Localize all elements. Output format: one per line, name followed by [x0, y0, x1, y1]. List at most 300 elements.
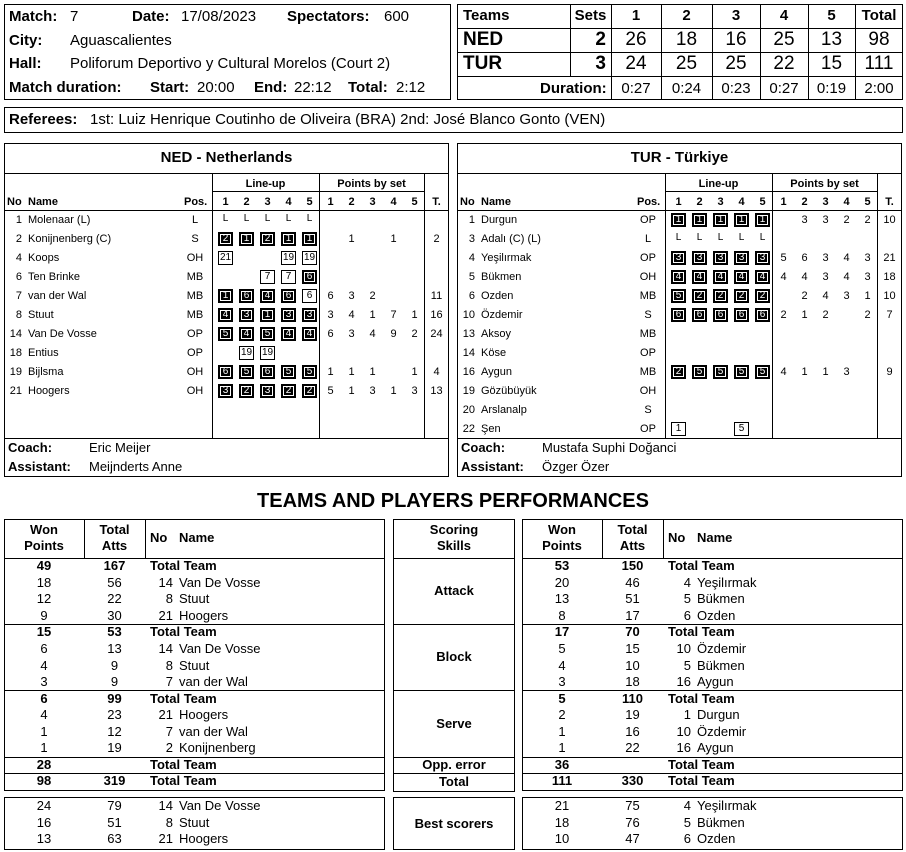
- perf-no: 1: [683, 707, 691, 723]
- player-number: 14: [462, 347, 475, 359]
- lineup-cell: 2: [239, 384, 254, 398]
- player-position: OP: [187, 328, 203, 340]
- perf-no: 5: [683, 591, 691, 607]
- perf-name: Stuut: [179, 657, 210, 673]
- player-total: 4: [433, 366, 440, 378]
- perf-name: Bükmen: [697, 591, 745, 607]
- score-sets-won: 3: [595, 53, 606, 74]
- perf-atts: 17: [625, 607, 640, 623]
- perf-atts: 19: [625, 707, 640, 723]
- set-points: 1: [327, 366, 334, 378]
- lineup-cell: 4: [692, 270, 707, 284]
- lineup-cell: 1: [692, 213, 707, 227]
- perf-name: Ozden: [697, 607, 736, 623]
- lineup-cell: 19: [261, 347, 274, 358]
- player-position: OP: [187, 347, 203, 359]
- lineup-cell: 6: [671, 308, 686, 322]
- perf-name: Total Team: [668, 558, 735, 573]
- total-header: T.: [885, 196, 894, 208]
- roster-col-line: [877, 173, 878, 438]
- score-total-points: 111: [864, 53, 894, 74]
- perf-won: 98: [36, 773, 52, 788]
- set-points: 1: [411, 366, 418, 378]
- lineup-cell: 21: [219, 252, 232, 263]
- perf-won: 6: [40, 640, 48, 656]
- lineup-cell: L: [696, 232, 703, 243]
- perf-name: Aygun: [697, 740, 734, 756]
- perf-won: 12: [36, 591, 52, 607]
- lineup-cell: 19: [303, 252, 316, 263]
- player-number: 4: [15, 252, 22, 264]
- perf-atts: 22: [625, 740, 640, 756]
- best-won: 13: [36, 831, 52, 847]
- lineup-cell: 3: [302, 308, 317, 322]
- player-name: Durgun: [481, 214, 518, 226]
- score-set-points: 15: [820, 53, 843, 74]
- best-name: Van De Vosse: [179, 798, 261, 813]
- player-position: OH: [186, 385, 204, 397]
- score-header-set: 2: [682, 7, 691, 24]
- set-points: 4: [780, 271, 787, 283]
- best-won: 10: [554, 831, 570, 847]
- player-total: 9: [886, 366, 893, 378]
- lineup-set-header: 5: [759, 196, 766, 208]
- perf-won: 1: [40, 740, 48, 756]
- lineup-cell: 6: [734, 308, 749, 322]
- player-name: Adalı (C) (L): [481, 233, 541, 245]
- no-header: No: [150, 530, 168, 545]
- perf-won: 49: [36, 558, 52, 573]
- perf-won: 36: [554, 757, 570, 772]
- lineup-cell: 3: [281, 308, 296, 322]
- perf-name: Total Team: [150, 558, 217, 573]
- lineup-set-header: 2: [243, 196, 250, 208]
- set-points: 1: [801, 309, 808, 321]
- player-name: Konijnenberg (C): [28, 233, 112, 245]
- roster-col-line: [319, 173, 320, 438]
- best-atts: 79: [107, 798, 122, 813]
- roster-line: [4, 438, 449, 439]
- pbs-set-header: 3: [369, 196, 376, 208]
- score-set-points: 25: [675, 53, 698, 74]
- player-number: 19: [462, 385, 475, 397]
- player-position: MB: [186, 290, 204, 302]
- lineup-cell: L: [306, 213, 313, 224]
- perf-atts: 9: [110, 657, 119, 673]
- lineup-cell: 4: [281, 327, 296, 341]
- perf-atts: 15: [625, 640, 640, 656]
- set-duration: 0:24: [671, 80, 702, 97]
- lineup-set-header: 4: [285, 196, 292, 208]
- player-position: OH: [186, 366, 204, 378]
- set-points: 3: [411, 385, 418, 397]
- lineup-header: Line-up: [698, 178, 739, 190]
- best-won: 21: [554, 798, 570, 813]
- score-total-points: 98: [868, 29, 890, 50]
- date-label: Date:: [132, 8, 170, 25]
- lineup-cell: 2: [734, 289, 749, 303]
- perf-atts: 150: [621, 558, 644, 573]
- perf-atts: 13: [107, 640, 122, 656]
- perf-name: Total Team: [668, 690, 735, 706]
- set-points: 3: [843, 366, 850, 378]
- performance-title: TEAMS AND PLAYERS PERFORMANCES: [257, 490, 649, 512]
- lineup-set-header: 1: [222, 196, 229, 208]
- roster-line: [665, 191, 877, 192]
- player-name: Bijlsma: [28, 366, 64, 378]
- lineup-cell: 3: [713, 251, 728, 265]
- name-header: Name: [28, 196, 58, 208]
- best-atts: 63: [107, 831, 122, 847]
- lineup-cell: 4: [713, 270, 728, 284]
- set-points: 4: [843, 252, 850, 264]
- perf-no: 21: [158, 707, 173, 723]
- spectators-count: 600: [384, 8, 410, 25]
- perf-won: 53: [554, 558, 570, 573]
- player-position: OP: [640, 347, 656, 359]
- lineup-set-header: 5: [306, 196, 313, 208]
- score-set-points: 18: [675, 29, 698, 50]
- lineup-cell: 3: [218, 384, 233, 398]
- best-atts: 75: [625, 798, 640, 813]
- perf-no: 7: [165, 674, 173, 690]
- set-points: 4: [348, 309, 355, 321]
- perf-won: 2: [558, 707, 566, 723]
- won-points-header: Won: [30, 522, 58, 537]
- lineup-cell: 5: [692, 365, 707, 379]
- perf-no: 2: [165, 740, 173, 756]
- lineup-cell: 4: [671, 270, 686, 284]
- set-points: 4: [780, 366, 787, 378]
- player-number: 6: [468, 290, 475, 302]
- lineup-cell: 3: [755, 251, 770, 265]
- player-total: 13: [430, 385, 443, 397]
- player-name: Gözübüyük: [481, 385, 537, 397]
- perf-name: Total Team: [668, 624, 735, 640]
- player-name: Ozden: [481, 290, 514, 302]
- player-number: 10: [462, 309, 475, 321]
- player-name: Yeşilırmak: [481, 252, 532, 264]
- player-number: 14: [9, 328, 22, 340]
- perf-no: 14: [158, 574, 173, 590]
- score-team-code: TUR: [463, 53, 503, 74]
- set-points: 9: [390, 328, 397, 340]
- tur-team-title: TUR - Türkiye: [630, 149, 729, 166]
- best-name: Ozden: [697, 831, 736, 847]
- player-position: S: [644, 404, 652, 416]
- lineup-cell: 2: [671, 365, 686, 379]
- best-no: 14: [158, 798, 173, 813]
- best-won: 18: [554, 814, 570, 830]
- player-number: 8: [15, 309, 22, 321]
- perf-name: Total Team: [150, 757, 217, 772]
- set-points: 3: [822, 271, 829, 283]
- player-position: OH: [639, 271, 657, 283]
- perf-atts: 12: [107, 723, 122, 739]
- won-points-header: Points: [24, 538, 64, 553]
- lineup-cell: 3: [671, 251, 686, 265]
- skill-label: Attack: [434, 583, 474, 598]
- coach-name: Eric Meijer: [89, 440, 151, 455]
- player-position: L: [644, 233, 652, 245]
- lineup-cell: 4: [239, 327, 254, 341]
- end-value: 22:12: [294, 79, 332, 96]
- set-points: 3: [822, 214, 829, 226]
- roster-line: [4, 173, 449, 174]
- perf-atts: 9: [110, 674, 119, 690]
- best-name: Yeşilırmak: [697, 798, 757, 813]
- pbs-set-header: 1: [780, 196, 787, 208]
- roster-col-line: [212, 173, 213, 438]
- best-no: 6: [683, 831, 691, 847]
- score-set-points: 26: [625, 29, 647, 50]
- lineup-set-header: 3: [717, 196, 724, 208]
- assistant-name: Meijnderts Anne: [89, 459, 183, 474]
- perf-atts: 330: [621, 773, 644, 788]
- total-value: 2:12: [396, 79, 426, 96]
- perf-name: Hoogers: [179, 607, 229, 623]
- set-points: 1: [390, 385, 397, 397]
- perf-no: 5: [683, 657, 691, 673]
- no-header: No: [460, 196, 475, 208]
- lineup-cell: 6: [302, 289, 317, 303]
- lineup-cell: 2: [302, 384, 317, 398]
- lineup-cell: 5: [302, 365, 317, 379]
- best-no: 21: [158, 831, 173, 847]
- set-duration: 0:19: [816, 80, 847, 97]
- set-points: 4: [369, 328, 376, 340]
- perf-name: Stuut: [179, 591, 210, 607]
- perf-atts: 46: [625, 574, 640, 590]
- referees-label: Referees:: [9, 111, 78, 128]
- skill-label: Block: [436, 649, 472, 664]
- roster-col-line: [772, 173, 773, 438]
- score-sets-won: 2: [595, 29, 606, 50]
- set-points: 3: [864, 271, 871, 283]
- lineup-cell: L: [717, 232, 724, 243]
- roster-col-line: [665, 173, 666, 438]
- set-points: 2: [843, 214, 850, 226]
- score-header-set: 3: [731, 7, 741, 24]
- set-points: 2: [780, 309, 787, 321]
- end-label: End:: [254, 79, 288, 96]
- city-label: City:: [9, 32, 43, 49]
- perf-name: Van De Vosse: [179, 574, 261, 590]
- perf-name: Yeşilırmak: [697, 574, 757, 590]
- match-label: Match:: [9, 8, 58, 25]
- player-number: 18: [9, 347, 22, 359]
- perf-atts: 167: [103, 558, 126, 573]
- skill-label: Opp. error: [422, 757, 486, 772]
- lineup-cell: L: [243, 213, 250, 224]
- perf-won: 3: [40, 674, 48, 690]
- score-header-set: 1: [631, 7, 641, 24]
- lineup-cell: 5: [281, 365, 296, 379]
- player-position: MB: [186, 309, 204, 321]
- set-points: 2: [801, 290, 808, 302]
- lineup-cell: 1: [218, 289, 233, 303]
- lineup-cell: 5: [755, 365, 770, 379]
- lineup-cell: 1: [734, 213, 749, 227]
- lineup-cell: 4: [734, 270, 749, 284]
- roster-line: [4, 210, 449, 211]
- lineup-cell: 1: [239, 232, 254, 246]
- set-points: 4: [801, 271, 808, 283]
- best-no: 4: [683, 798, 691, 813]
- perf-won: 9: [40, 607, 48, 623]
- perf-no: 16: [676, 674, 691, 690]
- set-points: 3: [822, 252, 829, 264]
- perf-atts: 18: [625, 674, 640, 690]
- perf-name: Total Team: [150, 624, 217, 640]
- lineup-cell: 4: [260, 289, 275, 303]
- perf-name: Total Team: [150, 773, 217, 788]
- player-total: 7: [886, 309, 893, 321]
- assistant-name: Özger Özer: [542, 459, 610, 474]
- perf-atts: 70: [625, 624, 640, 640]
- match-date: 17/08/2023: [181, 8, 257, 25]
- pos-header: Pos.: [637, 196, 661, 208]
- set-points: 1: [369, 366, 376, 378]
- perf-no: 21: [158, 607, 173, 623]
- set-points: 1: [348, 233, 355, 245]
- no-header: No: [7, 196, 22, 208]
- player-number: 4: [468, 252, 475, 264]
- set-points: 1: [801, 366, 808, 378]
- skill-label: Total: [438, 774, 470, 789]
- lineup-cell: 19: [240, 347, 253, 358]
- perf-name: Özdemir: [697, 723, 747, 739]
- score-header-total: Total: [861, 7, 897, 24]
- perf-won: 13: [554, 591, 570, 607]
- lineup-cell: 3: [239, 308, 254, 322]
- points-by-set-header: Points by set: [337, 178, 406, 190]
- name-header: Name: [179, 530, 215, 545]
- player-name: van der Wal: [28, 290, 87, 302]
- lineup-cell: 5: [218, 327, 233, 341]
- player-position: L: [191, 214, 199, 226]
- best-no: 5: [683, 814, 691, 830]
- perf-no: 4: [683, 574, 691, 590]
- set-points: 1: [348, 385, 355, 397]
- skill-label: Best scorers: [414, 816, 494, 831]
- start-value: 20:00: [197, 79, 235, 96]
- player-name: Molenaar (L): [28, 214, 91, 226]
- player-name: Bükmen: [481, 271, 522, 283]
- set-points: 3: [348, 328, 355, 340]
- lineup-cell: L: [738, 232, 745, 243]
- set-points: 4: [822, 290, 829, 302]
- player-number: 6: [15, 271, 22, 283]
- player-number: 21: [9, 385, 22, 397]
- player-total: 2: [433, 233, 440, 245]
- perf-atts: 19: [107, 740, 122, 756]
- pbs-set-header: 3: [822, 196, 829, 208]
- perf-atts: 51: [625, 591, 640, 607]
- perf-name: van der Wal: [179, 674, 248, 690]
- lineup-cell: 7: [281, 270, 296, 284]
- lineup-cell: 7: [260, 270, 275, 284]
- perf-won: 3: [558, 674, 566, 690]
- perf-no: 16: [676, 740, 691, 756]
- perf-atts: 16: [625, 723, 640, 739]
- perf-atts: 99: [107, 690, 122, 706]
- set-points: 2: [864, 214, 871, 226]
- perf-atts: 10: [625, 657, 640, 673]
- player-name: Aksoy: [481, 328, 511, 340]
- lineup-cell: 5: [260, 327, 275, 341]
- lineup-cell: L: [264, 213, 271, 224]
- lineup-set-header: 4: [738, 196, 745, 208]
- perf-won: 20: [554, 574, 570, 590]
- perf-won: 5: [558, 640, 566, 656]
- best-won: 24: [36, 798, 52, 813]
- match-number: 7: [70, 8, 79, 25]
- ned-team-title: NED - Netherlands: [160, 149, 293, 166]
- lineup-set-header: 1: [675, 196, 682, 208]
- city-value: Aguascalientes: [70, 32, 172, 49]
- best-won: 16: [36, 814, 52, 830]
- perf-won: 111: [551, 773, 573, 788]
- perf-won: 8: [558, 607, 566, 623]
- set-duration: 0:27: [769, 80, 799, 97]
- lineup-cell: 5: [734, 422, 749, 436]
- perf-name: Total Team: [150, 690, 217, 706]
- lineup-cell: 1: [671, 422, 686, 436]
- perf-name: Durgun: [697, 707, 740, 723]
- player-total: 10: [883, 214, 896, 226]
- perf-name: Van De Vosse: [179, 640, 261, 656]
- perf-no: 14: [158, 640, 173, 656]
- set-points: 5: [327, 385, 334, 397]
- set-points: 1: [822, 366, 829, 378]
- pbs-set-header: 2: [801, 196, 808, 208]
- perf-won: 4: [558, 657, 566, 673]
- player-position: MB: [639, 366, 657, 378]
- lineup-cell: L: [675, 232, 682, 243]
- perf-won: 5: [558, 690, 566, 706]
- skill-label: Serve: [436, 715, 472, 731]
- lineup-cell: 4: [302, 327, 317, 341]
- perf-atts: 56: [107, 574, 122, 590]
- lineup-set-header: 3: [264, 196, 271, 208]
- skills-header: Scoring: [429, 522, 479, 537]
- lineup-cell: 3: [260, 384, 275, 398]
- lineup-header: Line-up: [245, 178, 286, 190]
- player-name: Arslanalp: [481, 404, 527, 416]
- player-position: S: [644, 309, 652, 321]
- player-position: OH: [186, 252, 204, 264]
- pbs-set-header: 5: [864, 196, 871, 208]
- set-points: 1: [390, 233, 397, 245]
- lineup-cell: 6: [239, 289, 254, 303]
- perf-no: 6: [683, 607, 691, 623]
- player-number: 7: [15, 290, 22, 302]
- perf-no: 7: [165, 723, 173, 739]
- lineup-cell: 6: [755, 308, 770, 322]
- set-points: 1: [348, 366, 355, 378]
- set-points: 3: [801, 214, 808, 226]
- player-number: 5: [468, 271, 475, 283]
- player-total: 11: [430, 290, 443, 302]
- perf-won: 4: [40, 657, 48, 673]
- spectators-label: Spectators:: [287, 8, 370, 25]
- player-name: Köse: [481, 347, 507, 359]
- roster-col-line: [424, 173, 425, 438]
- set-duration: 0:23: [721, 80, 751, 97]
- player-total: 21: [883, 252, 896, 264]
- set-points: 6: [327, 328, 334, 340]
